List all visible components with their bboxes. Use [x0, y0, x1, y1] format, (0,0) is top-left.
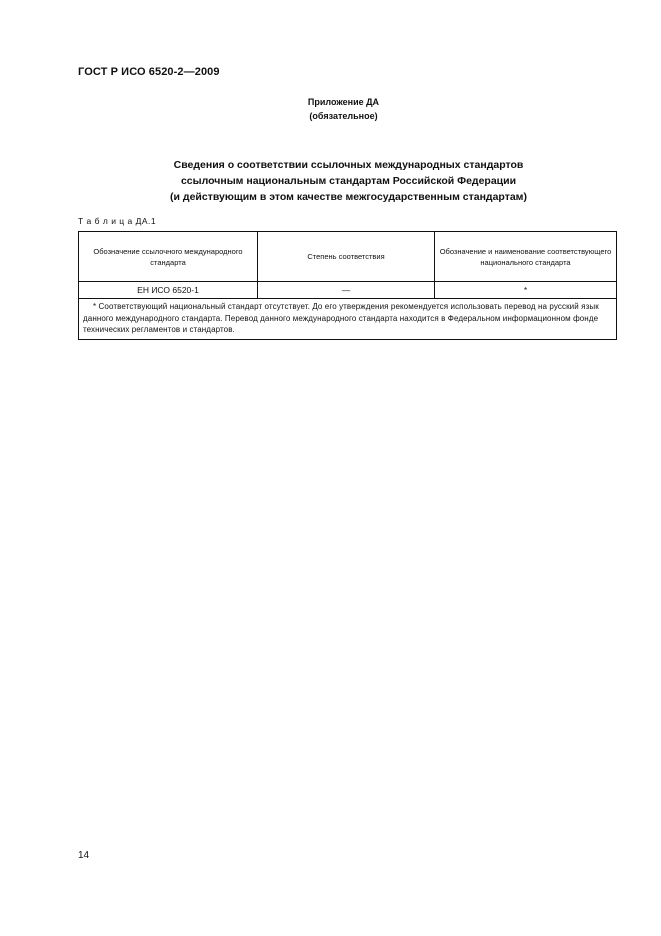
page-number: 14	[78, 850, 90, 861]
annex-title	[78, 157, 619, 205]
table-row	[79, 282, 617, 299]
annex-status: (обязательное)	[309, 111, 378, 121]
column-header-degree: Степень соответствия	[258, 232, 435, 282]
annex-heading	[0, 95, 661, 123]
cell-degree: —	[258, 282, 435, 299]
table-header-row	[79, 232, 617, 282]
title-line-3: (и действующим в этом качестве межгосударственным стандартам)	[170, 191, 527, 203]
column-header-national: Обозначение и наименование соответствующего национального стандарта	[435, 232, 617, 282]
table-footnote: * Соответствующий национальный стандарт отсутствует. До его утверждения рекомендуется использовать перевод на русский язык данного международного стандарта. Перевод данного международного стандарта находится в Федеральном информационном фонде технических регламентов и стандартов.	[79, 299, 617, 340]
cell-reference: ЕН ИСО 6520-1	[79, 282, 258, 299]
annex-label: Приложение ДА	[307, 97, 380, 107]
table-caption: Т а б л и ц а ДА.1	[78, 216, 157, 226]
table-footnote-row	[79, 299, 617, 340]
column-header-reference: Обозначение ссылочного международного стандарта	[79, 232, 258, 282]
cell-national: *	[435, 282, 617, 299]
title-line-2: ссылочным национальным стандартам Российской Федерации	[180, 175, 517, 187]
title-line-1: Сведения о соответствии ссылочных международных стандартов	[173, 159, 524, 171]
document-header: ГОСТ Р ИСО 6520-2—2009	[78, 66, 220, 78]
standards-table	[78, 231, 617, 340]
